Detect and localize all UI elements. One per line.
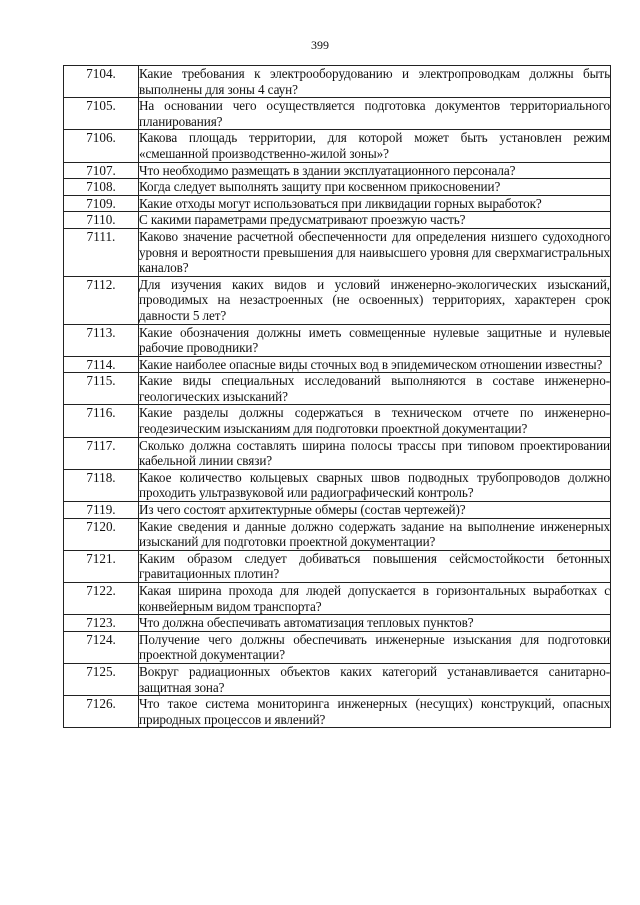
question-number: 7117. [64, 437, 139, 469]
table-row [64, 228, 611, 276]
question-number: 7106. [64, 130, 139, 162]
questions-table-body [64, 66, 611, 728]
table-row [64, 66, 611, 98]
question-number: 7110. [64, 212, 139, 229]
table-row [64, 437, 611, 469]
question-number: 7113. [64, 324, 139, 356]
question-number: 7104. [64, 66, 139, 98]
question-number: 7120. [64, 518, 139, 550]
question-text: Что должна обеспечивать автоматизация тепловых пунктов? [139, 615, 611, 632]
table-row [64, 696, 611, 728]
question-text: Вокруг радиационных объектов каких категорий устанавливается санитарно-защитная зона? [139, 663, 610, 695]
table-row [64, 550, 611, 582]
question-number: 7116. [64, 405, 139, 437]
question-number: 7119. [64, 502, 139, 519]
table-row [64, 631, 611, 663]
question-text: Какие виды специальных исследований выполняются в составе инженерно-геологических изысканий? [139, 373, 610, 404]
table-row [64, 469, 611, 501]
question-number: 7123. [64, 615, 139, 632]
table-row [64, 356, 611, 373]
question-number: 7105. [64, 98, 139, 130]
question-text: Что необходимо размещать в здании эксплуатационного персонала? [139, 162, 611, 179]
question-text: Сколько должна составлять ширина полосы трассы при типовом проектировании кабельной линии связи? [139, 437, 610, 469]
question-number: 7115. [64, 373, 139, 405]
table-row [64, 405, 611, 437]
question-text: На основании чего осуществляется подготовка документов территориального планирования? [139, 98, 610, 129]
table-row [64, 98, 611, 130]
question-text: Какие сведения и данные должно содержать задание на выполнение инженерных изысканий для подготовки проектной документации? [139, 518, 610, 550]
question-number: 7109. [64, 195, 139, 212]
table-row [64, 195, 611, 212]
table-row [64, 583, 611, 615]
table-row [64, 615, 611, 632]
table-row [64, 162, 611, 179]
table-row [64, 373, 611, 405]
question-number: 7124. [64, 631, 139, 663]
question-number: 7118. [64, 469, 139, 501]
question-text: Какое количество кольцевых сварных швов подводных трубопроводов должно проходить ультразвуковой или радиографический контроль? [139, 469, 610, 501]
table-row [64, 276, 611, 324]
question-text: Получение чего должны обеспечивать инженерные изыскания для подготовки проектной документации? [139, 631, 610, 663]
question-text: Из чего состоят архитектурные обмеры (состав чертежей)? [139, 502, 611, 519]
question-number: 7121. [64, 550, 139, 582]
question-number: 7107. [64, 162, 139, 179]
question-text: Каково значение расчетной обеспеченности для определения низшего судоходного уровня и вероятности превышения для наивысшего уровня для сверхмагистральных каналов? [139, 228, 610, 276]
question-text: Какая ширина прохода для людей допускается в горизонтальных выработках с конвейерным видом транспорта? [139, 583, 610, 614]
question-text: Какие наиболее опасные виды сточных вод в эпидемическом отношении известны? [139, 356, 611, 373]
page-number: 399 [311, 38, 329, 52]
question-number: 7114. [64, 356, 139, 373]
question-text: Для изучения каких видов и условий инженерно-экологических изысканий, проводимых на незастроенных (не освоенных) территориях, характерен срок давности 5 лет? [139, 276, 610, 323]
question-number: 7112. [64, 276, 139, 324]
question-text: Какие требования к электрооборудованию и электропроводкам должны быть выполнены для зоны 4 саун? [139, 66, 610, 97]
question-text: Какие обозначения должны иметь совмещенные нулевые защитные и нулевые рабочие проводники? [139, 324, 610, 356]
question-text: Какова площадь территории, для которой может быть установлен режим «смешанной производственно-жилой зоны»? [139, 130, 610, 161]
table-row [64, 130, 611, 162]
question-number: 7111. [64, 228, 139, 276]
question-number: 7122. [64, 583, 139, 615]
question-text: Какие отходы могут использоваться при ликвидации горных выработок? [139, 195, 611, 212]
question-text: С какими параметрами предусматривают проезжую часть? [139, 212, 611, 229]
question-number: 7126. [64, 696, 139, 728]
table-row [64, 212, 611, 229]
question-text: Когда следует выполнять защиту при косвенном прикосновении? [139, 179, 611, 196]
table-row [64, 502, 611, 519]
question-text: Каким образом следует добиваться повышения сейсмостойкости бетонных гравитационных плотин? [139, 550, 610, 582]
question-number: 7108. [64, 179, 139, 196]
questions-table [63, 65, 611, 728]
table-row [64, 663, 611, 695]
question-text: Какие разделы должны содержаться в техническом отчете по инженерно-геодезическим изысканиям для подготовки проектной документации? [139, 405, 610, 437]
table-row [64, 324, 611, 356]
question-text: Что такое система мониторинга инженерных (несущих) конструкций, опасных природных процессов и явлений? [139, 696, 610, 727]
table-row [64, 518, 611, 550]
table-row [64, 179, 611, 196]
question-number: 7125. [64, 663, 139, 695]
